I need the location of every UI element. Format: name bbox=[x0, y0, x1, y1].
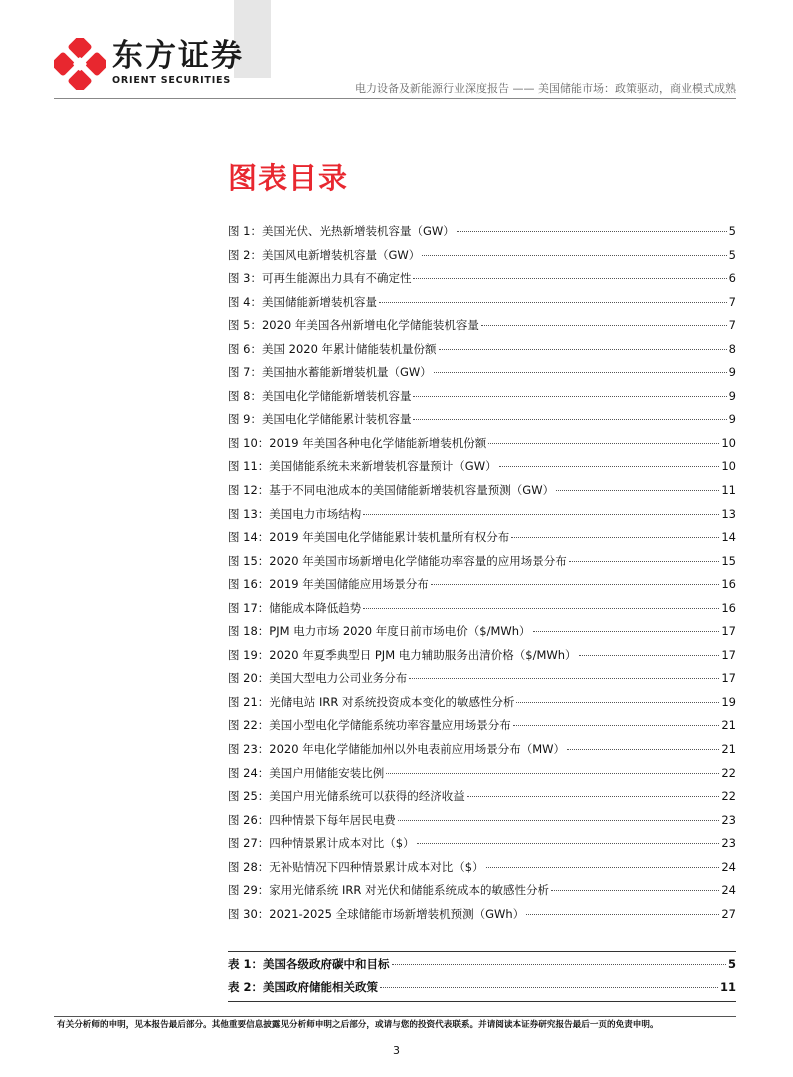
figure-entry-page: 9 bbox=[728, 388, 736, 403]
figure-entry-label: 图 7：美国抽水蓄能新增装机量（GW） bbox=[228, 365, 432, 380]
figure-entry[interactable] bbox=[228, 764, 736, 788]
figure-entry-label: 图 29：家用光储系统 IRR 对光伏和储能系统成本的敏感性分析 bbox=[228, 883, 549, 898]
figure-entry-page: 15 bbox=[721, 553, 736, 568]
figure-entry-label: 图 4：美国储能新增装机容量 bbox=[228, 294, 377, 309]
figure-entry-page: 11 bbox=[721, 483, 736, 498]
dot-leader bbox=[386, 773, 719, 774]
figure-entry-page: 10 bbox=[721, 435, 736, 450]
figure-entry[interactable] bbox=[228, 387, 736, 411]
dot-leader bbox=[526, 914, 719, 915]
figure-entry-label: 图 20：美国大型电力公司业务分布 bbox=[228, 671, 408, 686]
figure-entry[interactable] bbox=[228, 858, 736, 882]
figure-entry-label: 图 28：无补贴情况下四种情景累计成本对比（$） bbox=[228, 859, 484, 874]
footer-divider bbox=[54, 1016, 736, 1017]
figure-entry-page: 23 bbox=[721, 812, 736, 827]
dot-leader bbox=[533, 631, 720, 632]
figure-entry-page: 16 bbox=[721, 577, 736, 592]
figure-entry-label: 图 21：光储电站 IRR 对系统投资成本变化的敏感性分析 bbox=[228, 694, 515, 709]
figure-entry[interactable] bbox=[228, 881, 736, 905]
dot-leader bbox=[457, 231, 727, 232]
dot-leader bbox=[513, 725, 720, 726]
dot-leader bbox=[569, 561, 720, 562]
figure-entry[interactable] bbox=[228, 669, 736, 693]
figure-entry-page: 14 bbox=[721, 530, 736, 545]
figure-entry[interactable] bbox=[228, 575, 736, 599]
dot-leader bbox=[380, 987, 718, 988]
table-list-bottom-rule bbox=[228, 1001, 736, 1002]
figure-entry-page: 17 bbox=[721, 647, 736, 662]
dot-leader bbox=[486, 867, 720, 868]
figure-entry-label: 图 12：基于不同电池成本的美国储能新增装机容量预测（GW） bbox=[228, 483, 555, 498]
dot-leader bbox=[413, 419, 726, 420]
figure-entry[interactable] bbox=[228, 293, 736, 317]
page-title: 图表目录 bbox=[228, 161, 349, 195]
dot-leader bbox=[467, 796, 720, 797]
figure-entry[interactable] bbox=[228, 363, 736, 387]
figure-entry-page: 9 bbox=[728, 365, 736, 380]
dot-leader bbox=[511, 537, 719, 538]
figure-entry[interactable] bbox=[228, 693, 736, 717]
figure-entry[interactable] bbox=[228, 622, 736, 646]
header-divider bbox=[54, 98, 736, 99]
figure-entry[interactable] bbox=[228, 646, 736, 670]
dot-leader bbox=[422, 255, 726, 256]
dot-leader bbox=[488, 443, 719, 444]
brand-name-cn: 东方证券 bbox=[112, 38, 244, 74]
table-entry-label: 表 1：美国各级政府碳中和目标 bbox=[228, 957, 390, 971]
figure-entry[interactable] bbox=[228, 481, 736, 505]
figure-entry-page: 8 bbox=[728, 341, 736, 356]
figure-entry-label: 图 6：美国 2020 年累计储能装机量份额 bbox=[228, 341, 437, 356]
dot-leader bbox=[499, 466, 720, 467]
figure-entry[interactable] bbox=[228, 834, 736, 858]
figure-entry-page: 10 bbox=[721, 459, 736, 474]
figure-entry[interactable] bbox=[228, 811, 736, 835]
figure-entry[interactable] bbox=[228, 246, 736, 270]
figure-entry-label: 图 13：美国电力市场结构 bbox=[228, 506, 362, 521]
dot-leader bbox=[363, 608, 719, 609]
figure-entry[interactable] bbox=[228, 340, 736, 364]
dot-leader bbox=[417, 843, 720, 844]
brand-name-en: ORIENT SECURITIES bbox=[112, 75, 231, 86]
figure-entry-label: 图 15：2020 年美国市场新增电化学储能功率容量的应用场景分布 bbox=[228, 553, 567, 568]
figure-entry-label: 图 2：美国风电新增装机容量（GW） bbox=[228, 247, 421, 262]
page-number: 3 bbox=[393, 1044, 400, 1057]
dot-leader bbox=[363, 514, 719, 515]
dot-leader bbox=[579, 655, 720, 656]
figure-entry-page: 7 bbox=[728, 318, 736, 333]
dot-leader bbox=[434, 372, 727, 373]
figure-entry-page: 27 bbox=[721, 906, 736, 921]
dot-leader bbox=[551, 890, 719, 891]
footer-disclaimer: 有关分析师的申明，见本报告最后部分。其他重要信息披露见分析师申明之后部分，或请与您的投资代表联系。并请阅读本证券研究报告最后一页的免责申明。 bbox=[57, 1020, 659, 1030]
figure-entry-label: 图 1：美国光伏、光热新增装机容量（GW） bbox=[228, 224, 455, 238]
figure-entry-page: 5 bbox=[728, 224, 736, 238]
figure-entry-label: 图 3：可再生能源出力具有不确定性 bbox=[228, 271, 412, 286]
report-header-title: 电力设备及新能源行业深度报告 —— 美国储能市场：政策驱动，商业模式成熟 bbox=[355, 82, 736, 95]
figure-entry[interactable] bbox=[228, 787, 736, 811]
figure-entry-label: 图 16：2019 年美国储能应用场景分布 bbox=[228, 577, 429, 592]
figure-entry-page: 23 bbox=[721, 836, 736, 851]
figure-entry-label: 图 8：美国电化学储能新增装机容量 bbox=[228, 388, 412, 403]
figure-entry-page: 22 bbox=[721, 765, 736, 780]
figure-entry-label: 图 14：2019 年美国电化学储能累计装机量所有权分布 bbox=[228, 530, 510, 545]
figure-entry-label: 图 19：2020 年夏季典型日 PJM 电力辅助服务出清价格（$/MWh） bbox=[228, 647, 577, 662]
figure-entry-label: 图 27：四种情景累计成本对比（$） bbox=[228, 836, 415, 851]
figure-entry-label: 图 10：2019 年美国各种电化学储能新增装机份额 bbox=[228, 435, 487, 450]
dot-leader bbox=[379, 302, 727, 303]
dot-leader bbox=[413, 278, 726, 279]
figure-entry-page: 17 bbox=[721, 624, 736, 639]
figure-entry-label: 图 24：美国户用储能安装比例 bbox=[228, 765, 385, 780]
table-list bbox=[228, 955, 736, 1001]
figure-entry[interactable] bbox=[228, 269, 736, 293]
figure-entry[interactable] bbox=[228, 434, 736, 458]
figure-entry-label: 图 26：四种情景下每年居民电费 bbox=[228, 812, 396, 827]
figure-entry[interactable] bbox=[228, 716, 736, 740]
figure-entry-label: 图 9：美国电化学储能累计装机容量 bbox=[228, 412, 412, 427]
dot-leader bbox=[439, 349, 727, 350]
dot-leader bbox=[431, 584, 720, 585]
figure-entry[interactable] bbox=[228, 222, 736, 246]
figure-entry-page: 17 bbox=[721, 671, 736, 686]
figure-entry-label: 图 22：美国小型电化学储能系统功率容量应用场景分布 bbox=[228, 718, 511, 733]
figure-entry-page: 21 bbox=[721, 742, 736, 757]
table-entry-page: 11 bbox=[719, 980, 736, 994]
table-entry-page: 5 bbox=[727, 957, 736, 971]
figure-entry-label: 图 18：PJM 电力市场 2020 年度日前市场电价（$/MWh） bbox=[228, 624, 531, 639]
dot-leader bbox=[392, 964, 726, 965]
figure-entry-page: 5 bbox=[728, 247, 736, 262]
figure-entry-page: 24 bbox=[721, 883, 736, 898]
orient-securities-logo-icon bbox=[54, 38, 106, 90]
figure-entry[interactable] bbox=[228, 905, 736, 929]
dot-leader bbox=[516, 702, 719, 703]
figure-entry[interactable] bbox=[228, 316, 736, 340]
dot-leader bbox=[556, 490, 719, 491]
figure-entry-page: 19 bbox=[721, 694, 736, 709]
figure-entry-label: 图 30：2021-2025 全球储能市场新增装机预测（GWh） bbox=[228, 906, 525, 921]
figure-entry-page: 7 bbox=[728, 294, 736, 309]
dot-leader bbox=[398, 820, 720, 821]
figure-entry[interactable] bbox=[228, 552, 736, 576]
figure-entry-page: 9 bbox=[728, 412, 736, 427]
dot-leader bbox=[567, 749, 719, 750]
table-entry[interactable] bbox=[228, 955, 736, 978]
figure-entry[interactable] bbox=[228, 740, 736, 764]
figure-entry-label: 图 5：2020 年美国各州新增电化学储能装机容量 bbox=[228, 318, 479, 333]
figure-entry-label: 图 25：美国户用光储系统可以获得的经济收益 bbox=[228, 789, 465, 804]
figure-entry-page: 22 bbox=[721, 789, 736, 804]
table-entry-label: 表 2：美国政府储能相关政策 bbox=[228, 980, 379, 994]
figure-entry[interactable] bbox=[228, 599, 736, 623]
figure-entry[interactable] bbox=[228, 410, 736, 434]
figure-entry[interactable] bbox=[228, 457, 736, 481]
figure-list bbox=[228, 222, 736, 928]
figure-entry-label: 图 17：储能成本降低趋势 bbox=[228, 600, 362, 615]
figure-entry-page: 16 bbox=[721, 600, 736, 615]
dot-leader bbox=[481, 325, 727, 326]
figure-entry-page: 21 bbox=[721, 718, 736, 733]
table-entry[interactable] bbox=[228, 978, 736, 1001]
figure-entry-label: 图 23：2020 年电化学储能加州以外电表前应用场景分布（MW） bbox=[228, 742, 566, 757]
figure-entry-page: 6 bbox=[728, 271, 736, 286]
figure-entry-label: 图 11：美国储能系统未来新增装机容量预计（GW） bbox=[228, 459, 497, 474]
figure-entry-page: 24 bbox=[721, 859, 736, 874]
dot-leader bbox=[413, 396, 726, 397]
table-list-top-rule bbox=[228, 951, 736, 952]
figure-entry-page: 13 bbox=[721, 506, 736, 521]
figure-entry[interactable] bbox=[228, 528, 736, 552]
dot-leader bbox=[409, 678, 719, 679]
figure-entry[interactable] bbox=[228, 505, 736, 529]
